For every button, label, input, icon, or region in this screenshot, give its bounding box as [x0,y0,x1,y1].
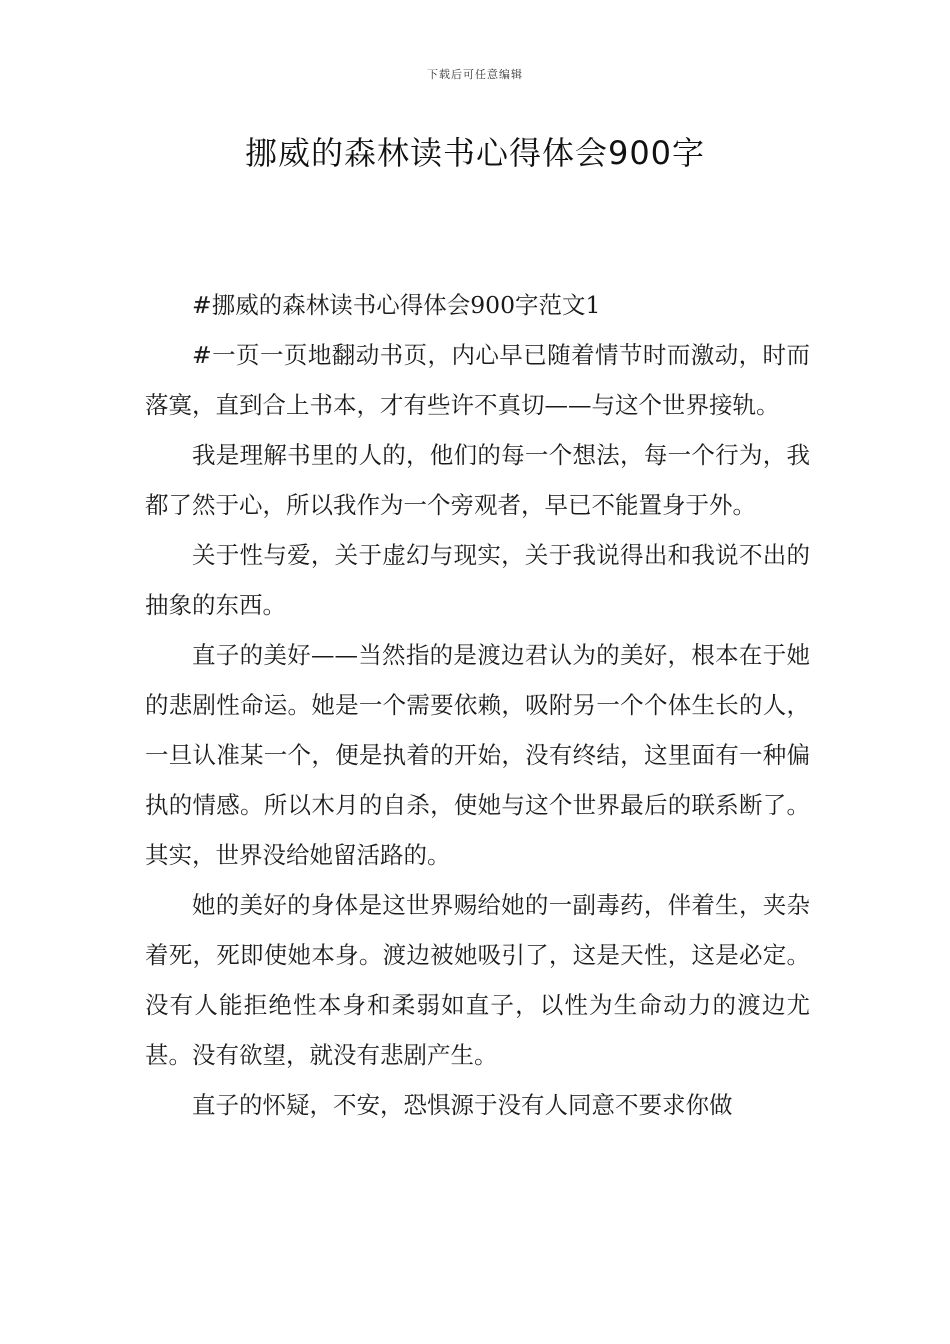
section-heading: #挪威的森林读书心得体会900字范文1 [192,291,601,319]
paragraph: #一页一页地翻动书页，内心早已随着情节时而激动，时而落寞，直到合上书本，才有些许不真切——与这个世界接轨。 [145,341,810,419]
paragraph: 我是理解书里的人的，他们的每一个想法，每一个行为，我都了然于心，所以我作为一个旁观者，早已不能置身于外。 [145,441,810,519]
paragraph: 她的美好的身体是这世界赐给她的一副毒药，伴着生，夹杂着死，死即使她本身。渡边被她吸引了，这是天性，这是必定。没有人能拒绝性本身和柔弱如直子，以性为生命动力的渡边尤甚。没有欲望，就没有悲剧产生。 [145,891,810,1069]
paragraph: 直子的怀疑，不安，恐惧源于没有人同意不要求你做 [192,1091,733,1119]
paragraph: 关于性与爱，关于虚幻与现实，关于我说得出和我说不出的抽象的东西。 [145,541,810,619]
document-title: 挪威的森林读书心得体会900字 [244,134,706,172]
document-body [145,280,810,1130]
header-note: 下载后可任意编辑 [427,68,523,81]
paragraph: 直子的美好——当然指的是渡边君认为的美好，根本在于她的悲剧性命运。她是一个需要依赖，吸附另一个个体生长的人，一旦认准某一个，便是执着的开始，没有终结，这里面有一种偏执的情感。所以木月的自杀，使她与这个世界最后的联系断了。其实，世界没给她留活路的。 [145,641,810,869]
